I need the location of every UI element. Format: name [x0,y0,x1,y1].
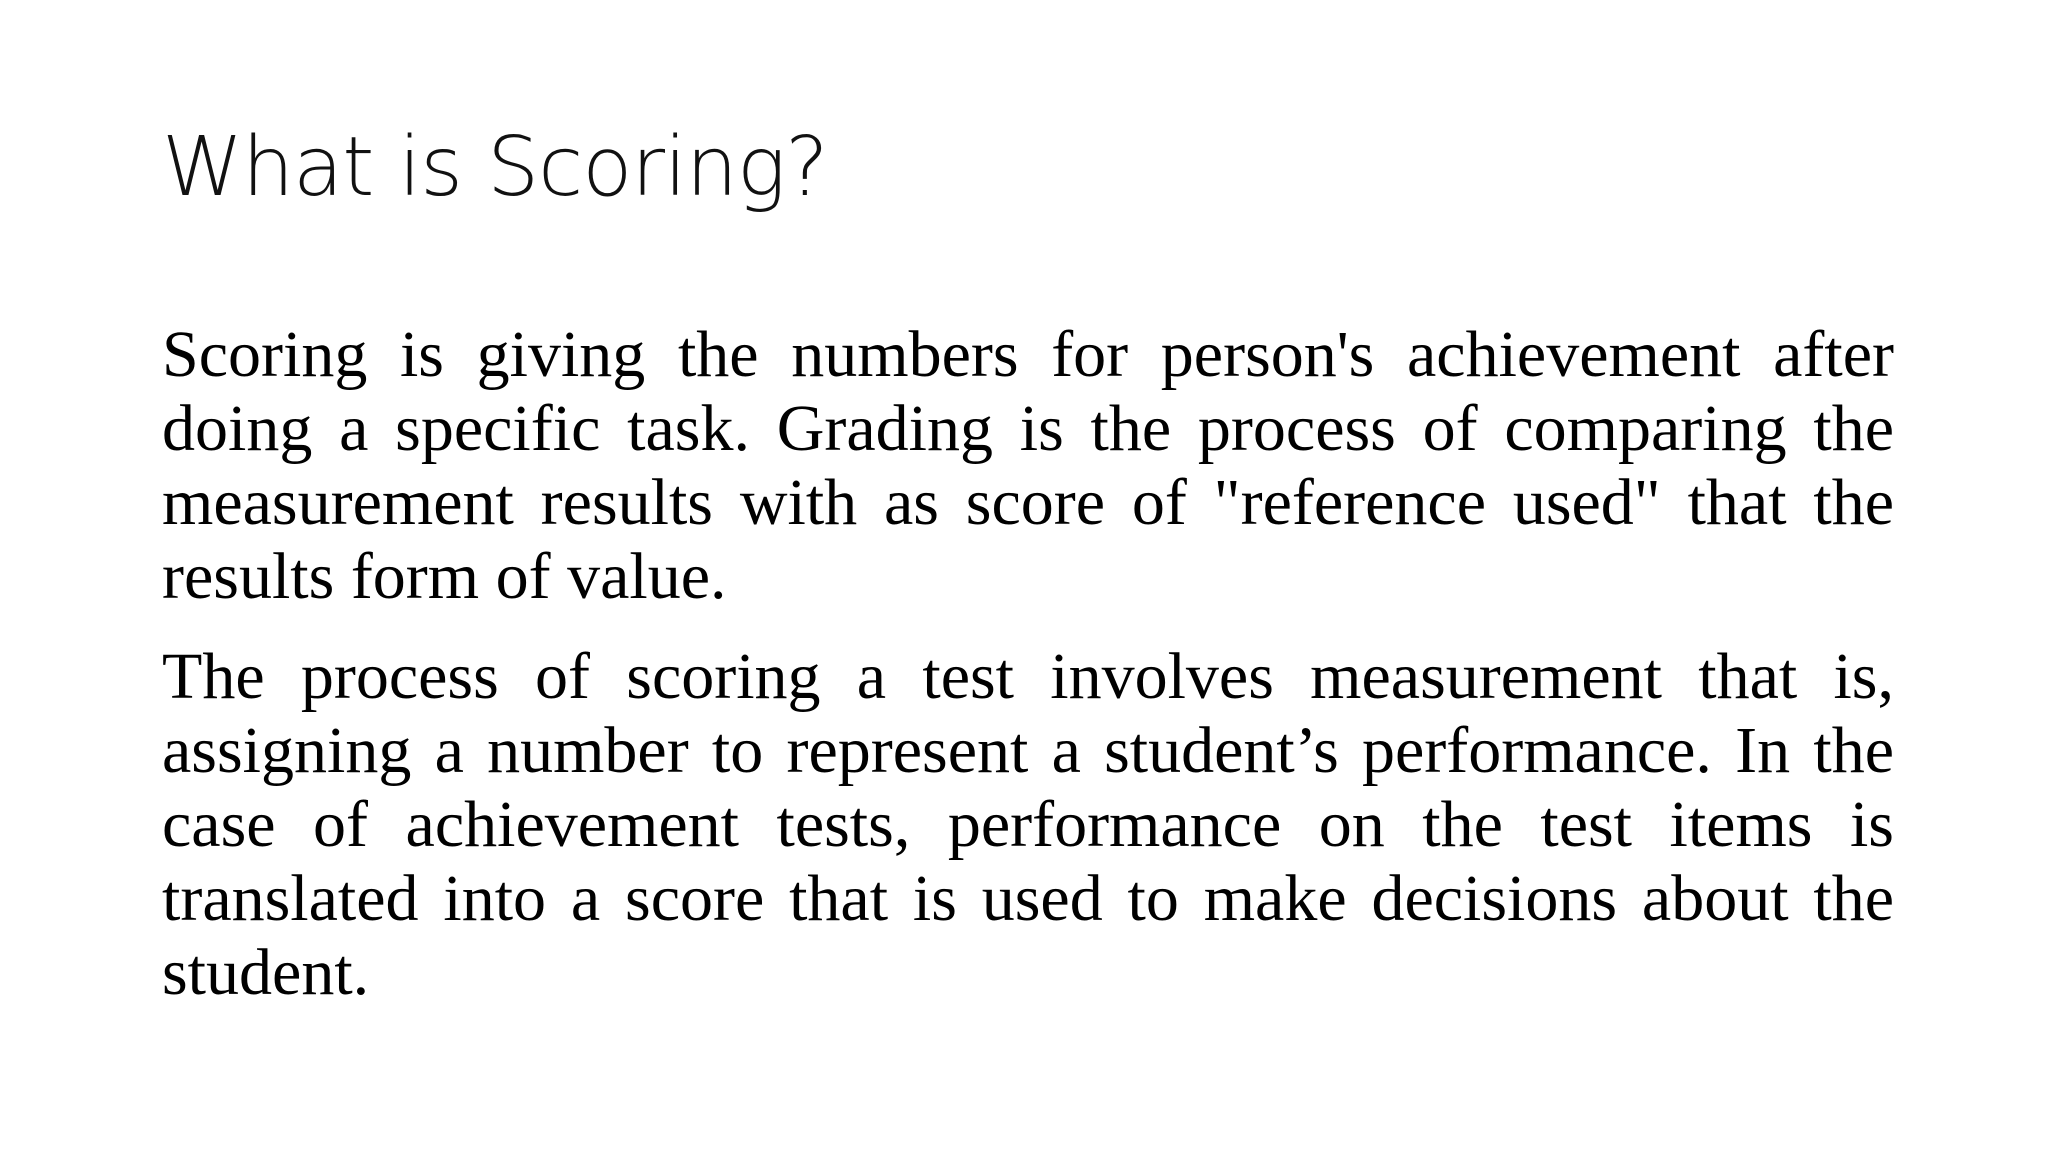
slide-body [162,318,1894,1010]
body-paragraph-scoring-process: The process of scoring a test involves measurement that is, assigning a number to represent a student’s performance. In the case of achievement tests, performance on the test items is translated into a score that is used to make decisions about the student. [162,640,1894,1009]
slide-title: What is Scoring? [162,120,828,215]
body-paragraph-scoring-definition: Scoring is giving the numbers for person's achievement after doing a specific task. Grading is the process of comparing the measurement results with as score of "reference used" that the results form of value. [162,318,1894,613]
